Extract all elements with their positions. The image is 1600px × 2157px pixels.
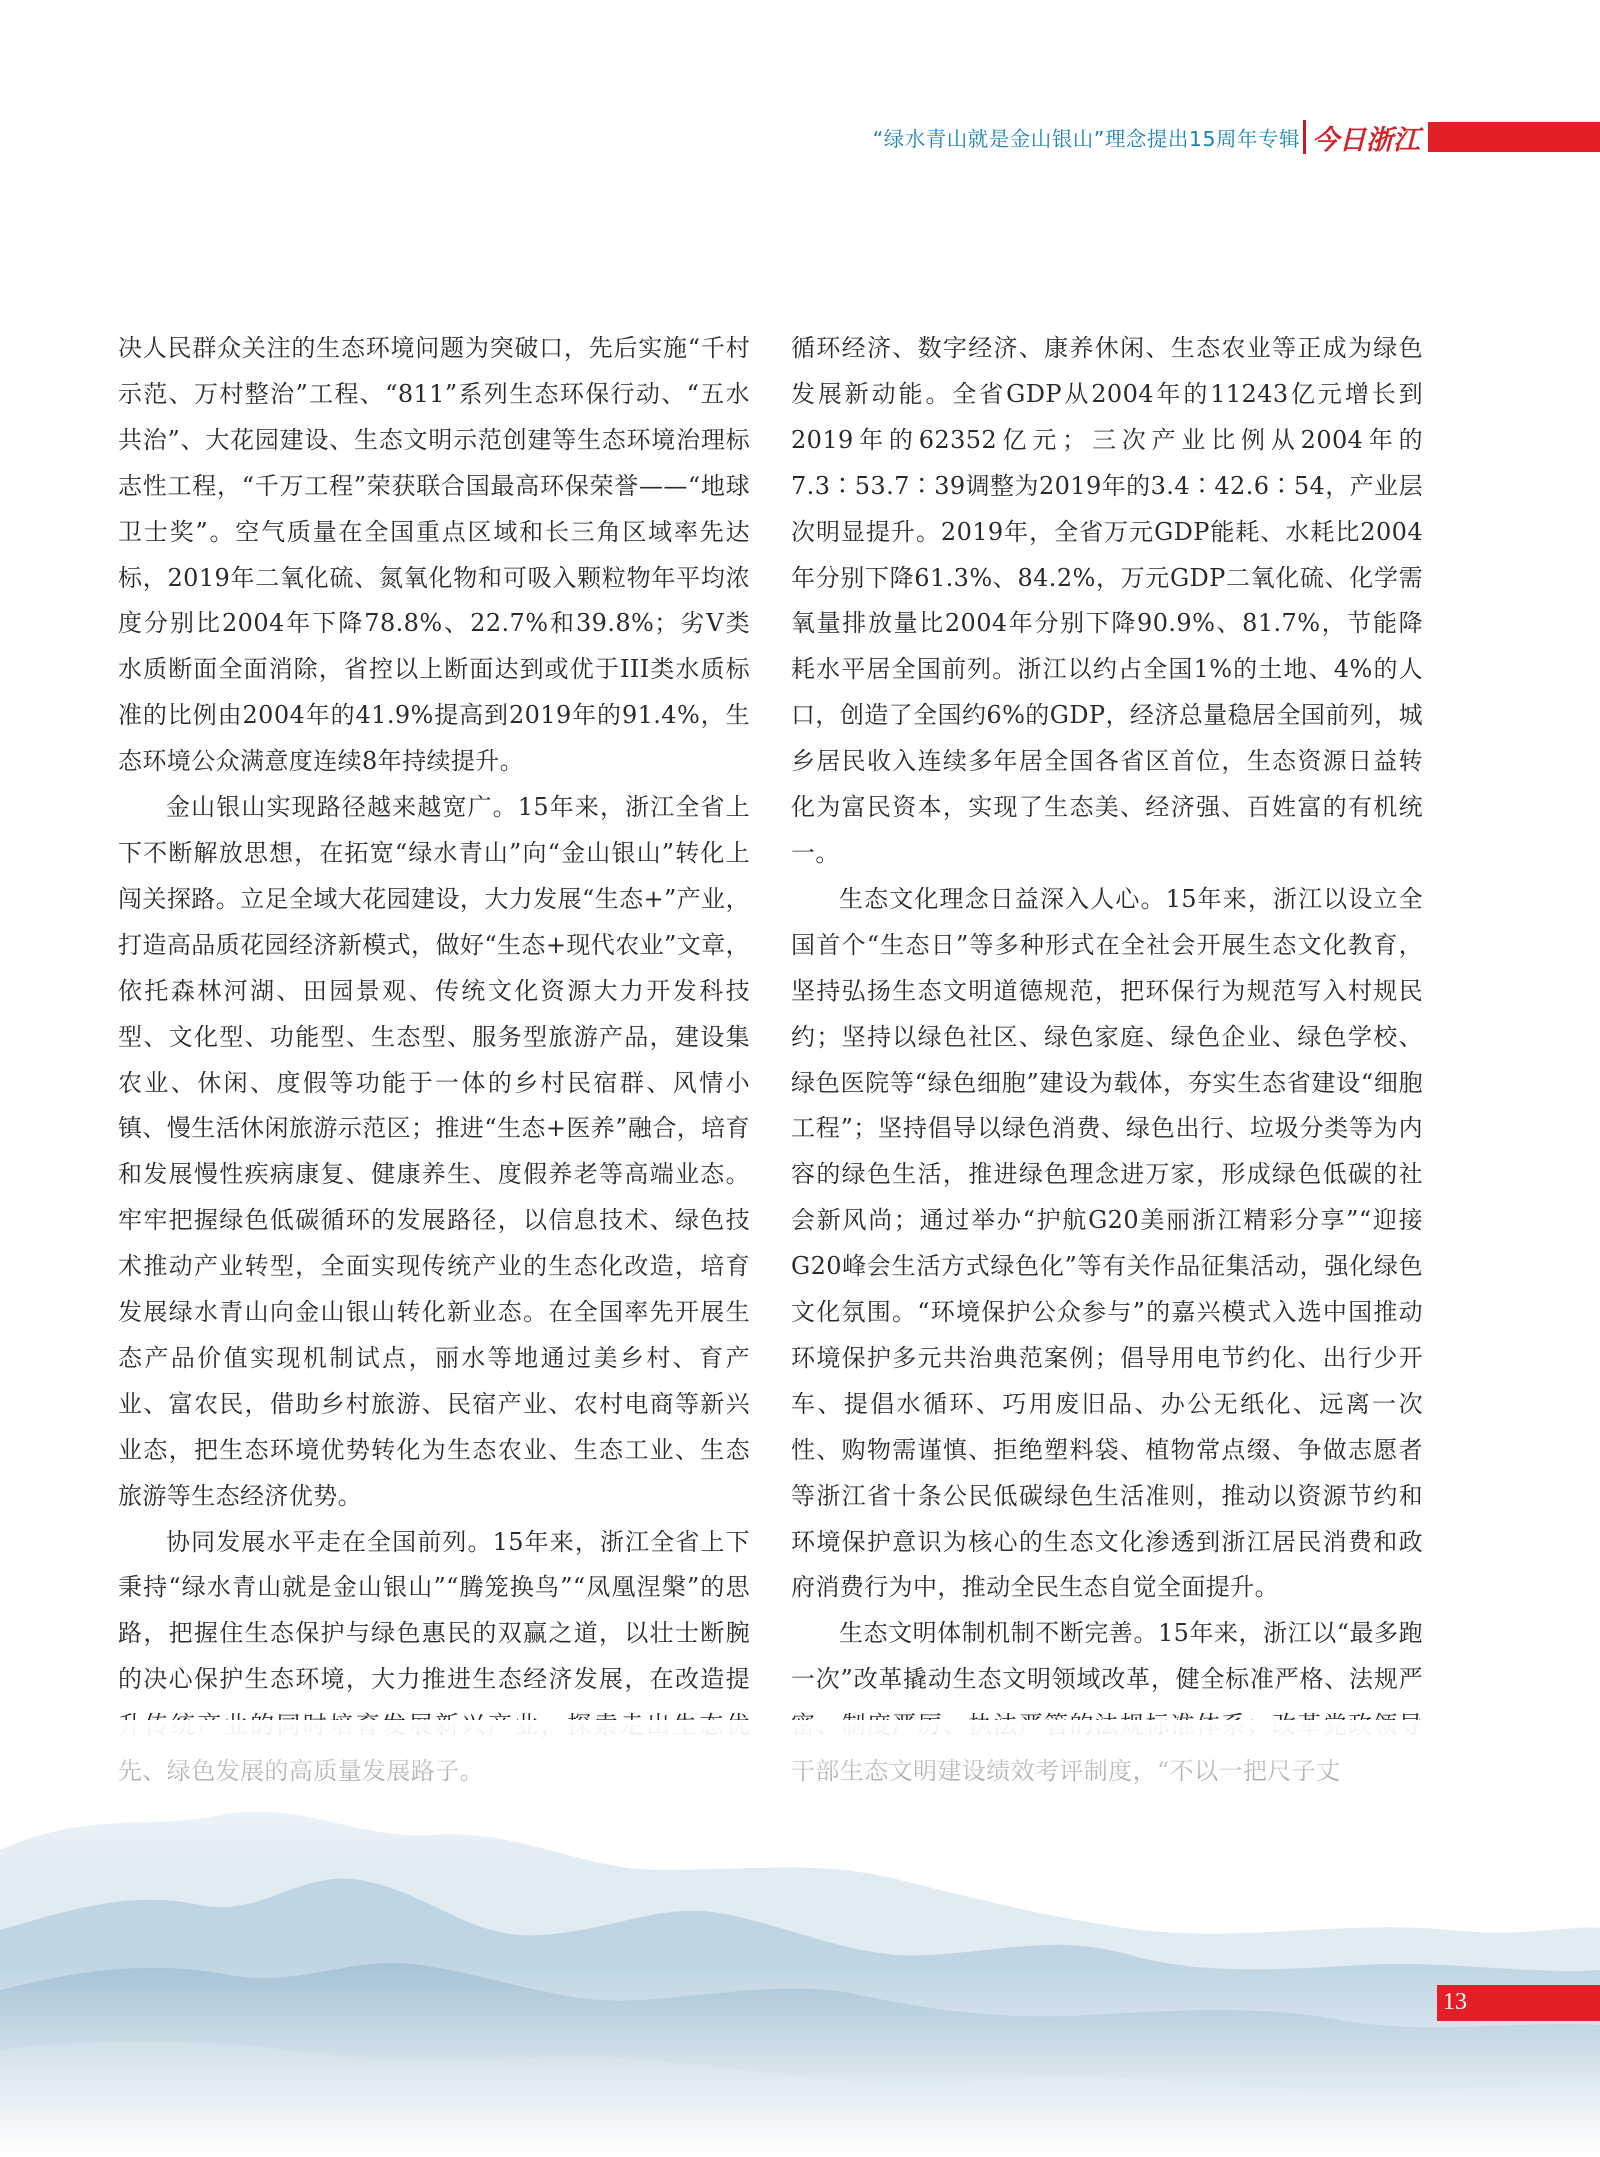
page-number: 13 [1443,1989,1467,2015]
mountain-landscape-illustration [0,1720,1600,2157]
header-red-bar [1428,122,1600,152]
paragraph: 生态文明体制机制不断完善。15年来，浙江以“最多跑一次”改革撬动生态文明领域改革，健全标准严格、法规严 [791,1619,1423,1694]
paragraph: 决人民群众关注的生态环境问题为突破口，先后实施“千村示范、万村整治”工程、“811”系列生态环保行动、“五水共治”、大花园建设、生态文明示范创建等生态环境治理标志性工程，“千万工程”荣获联合国最高环保荣誉——“地球卫士奖”。空气质量在全国重点区域和长三角区域率先达标，2019年二氧化硫、氮氧化物和可吸入颗粒物年平均浓度分别比2004年下降78.8%、22.7%和39.8%；劣V类水质断面全面消除，省控以上断面达到或优于III类水质标准的比例由2004年的41.9%提高到2019年的91.4%，生态环境公众满意度连续8年持续提升。 [118,334,750,776]
page-header [0,118,1600,158]
paragraph: 生态文化理念日益深入人心。15年来，浙江以设立全国首个“生态日”等多种形式在全社会开展生态文化教育，坚持弘扬生态文明道德规范，把环保行为规范写入村规民约；坚持以绿色社区、绿色家庭、绿色企业、绿色学校、绿色医院等“绿色细胞”建设为载体，夯实生态省建设“细胞工程”；坚持倡导以绿色消费、绿色出行、垃圾分类等为内容的绿色生活，推进绿色理念进万家，形成绿色低碳的社会新风尚；通过举办“护航G20美丽浙江精彩分享”“迎接G20峰会生活方式绿色化”等有关作品征集活动，强化绿色文化氛围。“环境保护公众参与”的嘉兴模式入选中国推动环境保护多元共治典范案例；倡导用电节约化、出行少开车、提倡水循环、巧用废旧品、办公无纸化、远离一次性、购物需谨慎、拒绝塑料袋、植物常点缀、争做志愿者等浙江省十条公民低碳绿色生活准则，推动以资源节约和环境保护意识为核心的生态文化渗透到浙江居民消费和政府消费行为中，推动全民生态自觉全面提升。 [791,884,1423,1602]
page-number-bar [1437,1985,1600,2021]
paragraph: 协同发展水平走在全国前列。15年来，浙江全省上下秉持“绿水青山就是金山银山”“腾笼换鸟”“凤凰涅槃”的思路，把握住生态保护与绿色惠民的双赢之道，以壮士断腕的决心保护生态环境，大力推进生态经济发展，在改造提 [118,1527,750,1694]
paragraph: 循环经济、数字经济、康养休闲、生态农业等正成为绿色发展新动能。全省GDP从2004年的11243亿元增长到2019年的62352亿元；三次产业比例从2004年的7.3∶53.7∶39调整为2019年的3.4∶42.6∶54，产业层次明显提升。2019年，全省万元GDP能耗、水耗比2004年分别下降61.3%、84.2%，万元GDP二氧化硫、化学需氧量排放量比2004年分别下降90.9%、81.7%，节能降耗水平居全国前列。浙江以约占全国1%的土地、4%的人口，创造了全国约6%的GDP，经济总量稳居全国前列，城乡居民收入连续多年居全国各省区首位，生态资源日益转化为富民资本，实现了生态美、经济强、百姓富的有机统一。 [791,334,1423,867]
paragraph: 金山银山实现路径越来越宽广。15年来，浙江全省上下不断解放思想，在拓宽“绿水青山”向“金山银山”转化上闯关探路。立足全域大花园建设，大力发展“生态+”产业，打造高品质花园经济新模式，做好“生态+现代农业”文章，依托森林河湖、田园景观、传统文化资源大力开发科技型、文化型、功能型、生态型、服务型旅游产品，建设集农业、休闲、度假等功能于一体的乡村民宿群、风情小镇、慢生活休闲旅游示范区；推进“生态+医养”融合，培育和发展慢性疾病康复、健康养生、度假养老等高端业态。牢牢把握绿色低碳循环的发展路径，以信息技术、绿色技术推动产业转型，全面实现传统产业的生态化改造，培育发展绿水青山向金山银山转化新业态。在全国率先开展生态产品价值实现机制试点，丽水等地通过美乡村、育产业、富农民，借助乡村旅游、民宿产业、农村电商等新兴业态，把生态环境优势转化为生态农业、生态工业、生态旅游等生态经济优势。 [118,793,750,1510]
magazine-logo: 今日浙江 [1312,125,1420,156]
special-issue-title: “绿水青山就是金山银山”理念提出15周年专辑 [872,127,1300,151]
header-divider [1303,120,1306,154]
left-column [118,326,750,1795]
right-column [791,326,1423,1795]
